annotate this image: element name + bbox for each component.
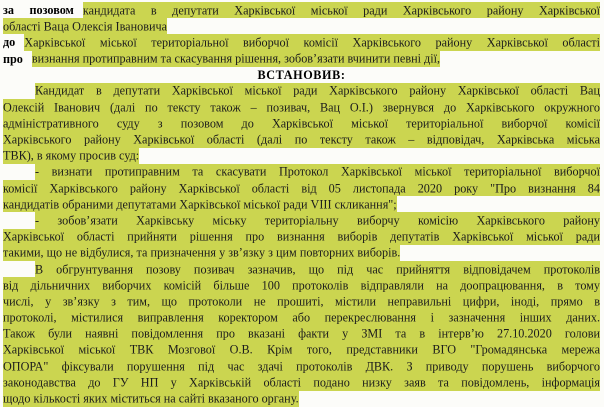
claim-1-text-3: кандидатів обраними депутатами Харківської міської ради VIII скликання"; bbox=[3, 197, 397, 212]
intro-paragraph-line-1 bbox=[3, 83, 600, 99]
label-do: до bbox=[3, 35, 16, 50]
intro-text-4: Харківського району Харківської області (далі по тексту також – відповідач, Харківська міська bbox=[3, 132, 600, 147]
justification-text-9: щодо кількості яких міститься на сайті вказаного органу. bbox=[3, 391, 299, 406]
intro-paragraph-line-5 bbox=[3, 148, 600, 164]
justification-text-4: протоколі, містилися виправлення коректором або перекреслювання і зазначення інших даних. bbox=[3, 310, 600, 325]
justification-line-6 bbox=[3, 342, 600, 358]
intro-text-1: Кандидат в депутати Харківської міської ради Харківського району Харківської області Вац bbox=[35, 83, 600, 98]
claimant-text-2: області Ваца Олексія Івановича bbox=[3, 19, 168, 34]
claimant-text-1: кандидата в депутати Харківської міської ради Харківського району Харківської bbox=[82, 3, 600, 17]
justification-line-9 bbox=[3, 391, 600, 407]
label-pro: про bbox=[3, 51, 23, 66]
intro-text-5: ТВК), в якому просив суд: bbox=[3, 148, 140, 163]
claim-2-text-1: - зобов’язати Харківську міську територіальну виборчу комісію Харківського району bbox=[35, 213, 600, 228]
claim-1-text-1: - визнати протиправним та скасувати Протокол Харківської міської територіальної виборчої bbox=[35, 164, 600, 179]
justification-text-2: від дільничних виборчих комісій більше 100 протоколів відправляли на доопрацювання, в тому bbox=[3, 278, 600, 293]
claimant-line-2 bbox=[3, 18, 600, 34]
intro-text-3: адміністративного суду з позовом до Харківської міської територіальної виборчої комісії bbox=[3, 116, 600, 131]
subject-line bbox=[3, 51, 600, 67]
claimant-line-1 bbox=[3, 2, 600, 18]
intro-paragraph-line-3 bbox=[3, 115, 600, 131]
justification-line-3 bbox=[3, 293, 600, 309]
intro-paragraph-line-4 bbox=[3, 132, 600, 148]
justification-text-3: числі, у зв’язку з тим, що протоколи не прошиті, містили неправильні цифри, іноді, прямо в bbox=[3, 294, 600, 309]
claim-item-1-line-2 bbox=[3, 180, 600, 196]
intro-paragraph-line-2 bbox=[3, 99, 600, 115]
heading-vstanovyv: ВСТАНОВИВ: bbox=[257, 67, 346, 82]
justification-text-5: Також були наявні повідомлення про вказані факти у ЗМІ та в інтерв’ю 27.10.2020 голови bbox=[3, 326, 600, 341]
defendant-text: Харківської міської територіальної виборчої комісії Харківського району Харківської області bbox=[24, 35, 600, 50]
defendant-line bbox=[3, 34, 600, 50]
claim-item-1-line-1 bbox=[3, 164, 600, 180]
intro-text-2: Олексій Іванович (далі по тексту також – позивач, Вац О.І.) звернувся до Харківського окружного bbox=[3, 100, 600, 115]
claim-item-1-line-3 bbox=[3, 196, 600, 212]
claim-1-text-2: комісії Харківського району Харківської області від 05 листопада 2020 року "Про визнання 84 bbox=[3, 181, 600, 196]
justification-line-2 bbox=[3, 277, 600, 293]
label-za-pozovom: за позовом bbox=[3, 3, 74, 17]
claim-item-2-line-1 bbox=[3, 212, 600, 228]
claim-item-2-line-2 bbox=[3, 229, 600, 245]
justification-text-8: законодавства до ГУ НП у Харківській області подано низку заяв та повідомлень, інформація bbox=[3, 375, 600, 390]
justification-text-7: ОПОРА" фіксували порушення під час здачі протоколів ДВК. З приводу порушень виборчого bbox=[3, 359, 600, 374]
subject-text: визнання протиправним та скасування рішення, зобов’язати вчинити певні дії, bbox=[31, 51, 441, 66]
justification-line-7 bbox=[3, 358, 600, 374]
justification-line-5 bbox=[3, 326, 600, 342]
justification-line-4 bbox=[3, 310, 600, 326]
claim-item-2-line-3 bbox=[3, 245, 600, 261]
claim-2-text-3: такими, що не відбулися, та призначення у зв’язку з цим повторних виборів. bbox=[3, 245, 401, 260]
claim-2-text-2: Харківської області прийняти рішення про визнання виборів депутатів Харківської міської ради bbox=[3, 229, 600, 244]
justification-line-8 bbox=[3, 374, 600, 390]
justification-text-6: Харківської міської ТВК Мозгової О.В. Крім того, представники ВГО "Громадянська мережа bbox=[3, 342, 600, 357]
justification-line-1 bbox=[3, 261, 600, 277]
justification-text-1: В обгрунтування позову позивач зазначив, що під час прийняття відповідачем протоколів bbox=[35, 262, 600, 276]
